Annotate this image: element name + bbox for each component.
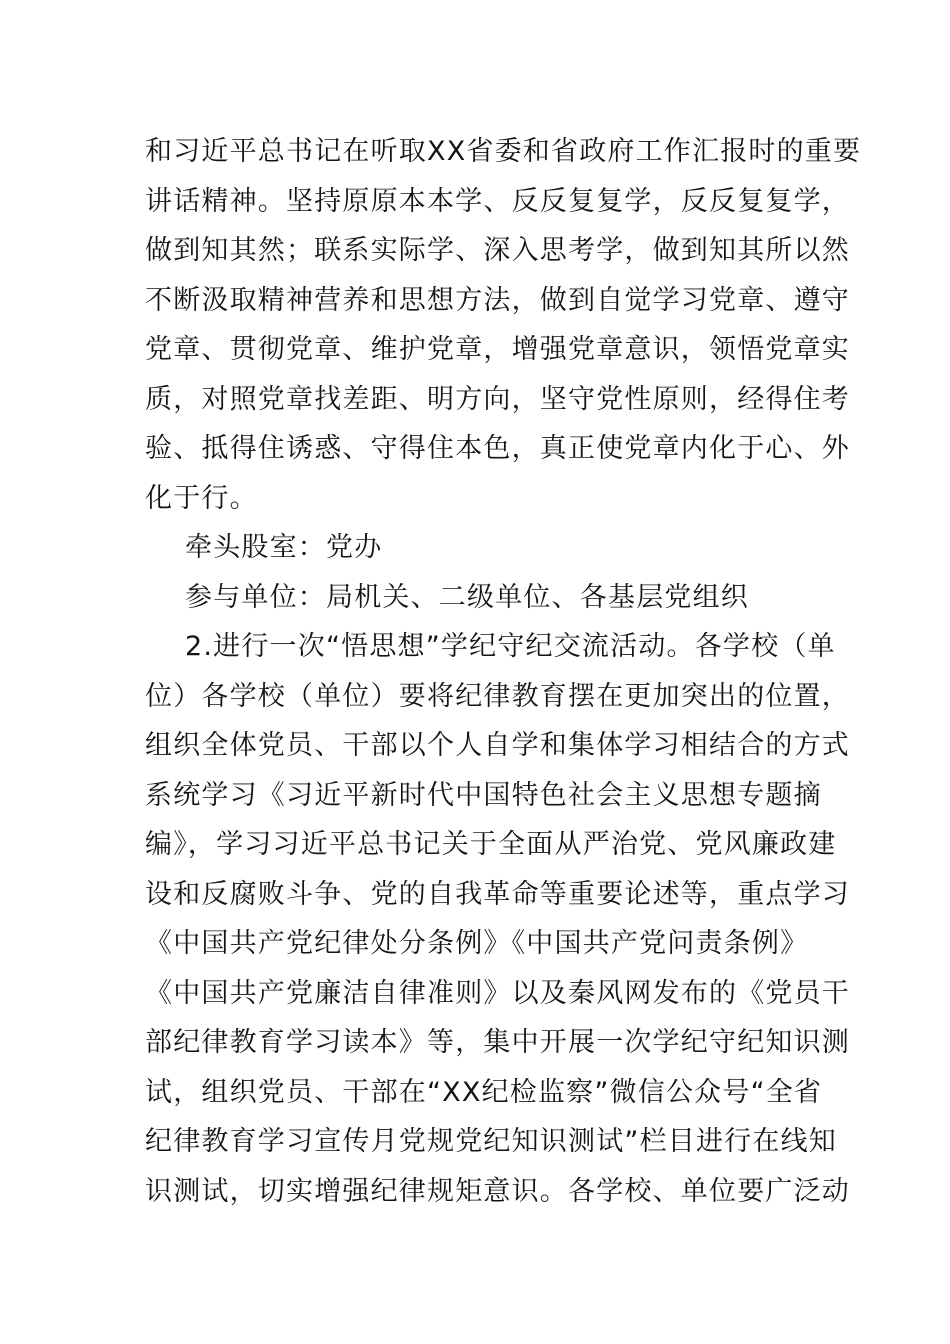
- lead-office-line: 牵头股室：党办: [185, 532, 383, 563]
- participating-units-line: 参与单位：局机关、二级单位、各基层党组织: [185, 582, 749, 613]
- body-line: 验、抵得住诱惑、守得住本色，真正使党章内化于心、外: [145, 433, 850, 464]
- body-line: 试，组织党员、干部在“XX纪检监察”微信公众号“全省: [145, 1077, 823, 1108]
- body-line: 做到知其然；联系实际学、深入思考学，做到知其所以然: [145, 235, 850, 266]
- body-line: 部纪律教育学习读本》等，集中开展一次学纪守纪知识测: [145, 1027, 850, 1058]
- body-line: 位）各学校（单位）要将纪律教育摆在更加突出的位置，: [145, 681, 850, 712]
- body-line: 纪律教育学习宣传月党规党纪知识测试”栏目进行在线知: [145, 1126, 837, 1157]
- body-line: 系统学习《习近平新时代中国特色社会主义思想专题摘: [145, 780, 822, 811]
- body-line: 组织全体党员、干部以个人自学和集体学习相结合的方式: [145, 730, 850, 761]
- body-line: 党章、贯彻党章、维护党章，增强党章意识，领悟党章实: [145, 334, 850, 365]
- body-line: 讲话精神。坚持原原本本学、反反复复学，反反复复学，: [145, 186, 850, 217]
- body-line: 《中国共产党廉洁自律准则》以及秦风网发布的《党员干: [145, 978, 850, 1009]
- body-line: 不断汲取精神营养和思想方法，做到自觉学习党章、遵守: [145, 285, 850, 316]
- body-line: 化于行。: [145, 483, 258, 514]
- item-heading-line: 2.进行一次“悟思想”学纪守纪交流活动。各学校（单: [185, 631, 836, 662]
- body-line: 设和反腐败斗争、党的自我革命等重要论述等，重点学习: [145, 879, 850, 910]
- body-line: 识测试，切实增强纪律规矩意识。各学校、单位要广泛动: [145, 1176, 850, 1207]
- body-line: 《中国共产党纪律处分条例》《中国共产党问责条例》: [145, 928, 809, 959]
- body-line: 和习近平总书记在听取XX省委和省政府工作汇报时的重要: [145, 136, 862, 167]
- body-line: 质，对照党章找差距、明方向，坚守党性原则，经得住考: [145, 384, 850, 415]
- body-line: 编》，学习习近平总书记关于全面从严治党、党风廉政建: [145, 829, 837, 860]
